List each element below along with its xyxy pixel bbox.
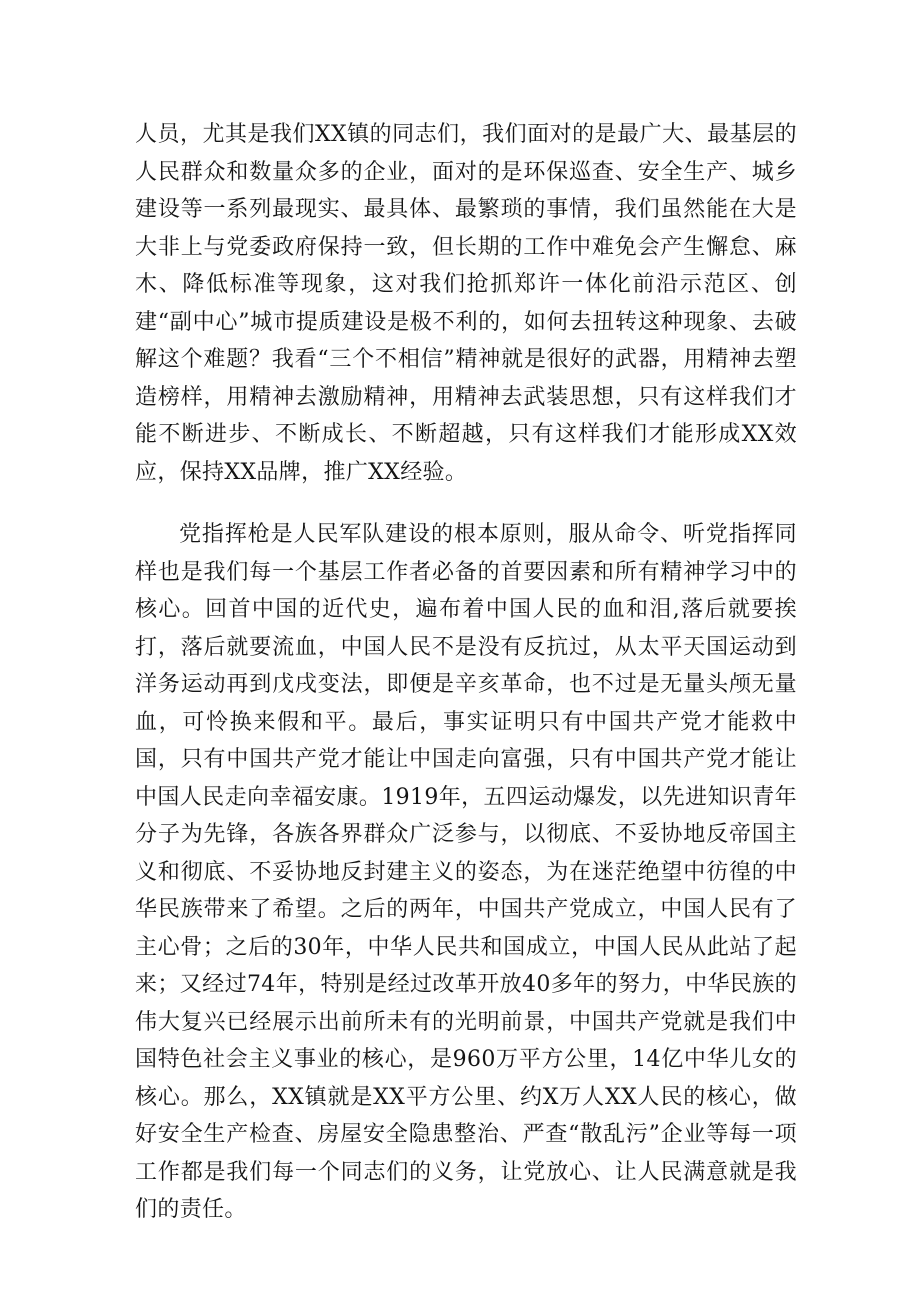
paragraph-1: 人员，尤其是我们XX镇的同志们，我们面对的是最广大、最基层的人民群众和数量众多的企业，面对的是环保巡查、安全生产、城乡建设等一系列最现实、最具体、最繁琐的事情，我们虽然能在大是大非上与党委政府保持一致，但长期的工作中难免会产生懈怠、麻木、降低标准等现象，这对我们抢抓郑许一体化前沿示范区、创建“副中心”城市提质建设是极不利的，如何去扭转这种现象、去破解这个难题？我看“三个不相信”精神就是很好的武器，用精神去塑造榜样，用精神去激励精神，用精神去武装思想，只有这样我们才能不断进步、不断成长、不断超越，只有这样我们才能形成XX效应，保持XX品牌，推广XX经验。 — [135, 122, 797, 485]
paragraph-2: 党指挥枪是人民军队建设的根本原则，服从命令、听党指挥同样也是我们每一个基层工作者必备的首要因素和所有精神学习中的核心。回首中国的近代史，遍布着中国人民的血和泪,落后就要挨打，落后就要流血，中国人民不是没有反抗过，从太平天国运动到洋务运动再到戊戌变法，即便是辛亥革命，也不过是无量头颅无量血，可怜换来假和平。最后，事实证明只有中国共产党才能救中国，只有中国共产党才能让中国走向富强，只有中国共产党才能让中国人民走向幸福安康。1919年，五四运动爆发，以先进知识青年分子为先锋，各族各界群众广泛参与，以彻底、不妥协地反帝国主义和彻底、不妥协地反封建主义的姿态，为在迷茫绝望中彷徨的中华民族带来了希望。之后的两年，中国共产党成立，中国人民有了主心骨；之后的30年，中华人民共和国成立，中国人民从此站了起来；又经过74年，特别是经过改革开放40多年的努力，中华民族的伟大复兴已经展示出前所未有的光明前景，中国共产党就是我们中国特色社会主义事业的核心，是960万平方公里，14亿中华儿女的核心。那么，XX镇就是XX平方公里、约X万人XX人民的核心，做好安全生产检查、房屋安全隐患整治、严查“散乱污”企业等每一项工作都是我们每一个同志们的义务，让党放心、让人民满意就是我们的责任。 — [135, 522, 797, 1222]
